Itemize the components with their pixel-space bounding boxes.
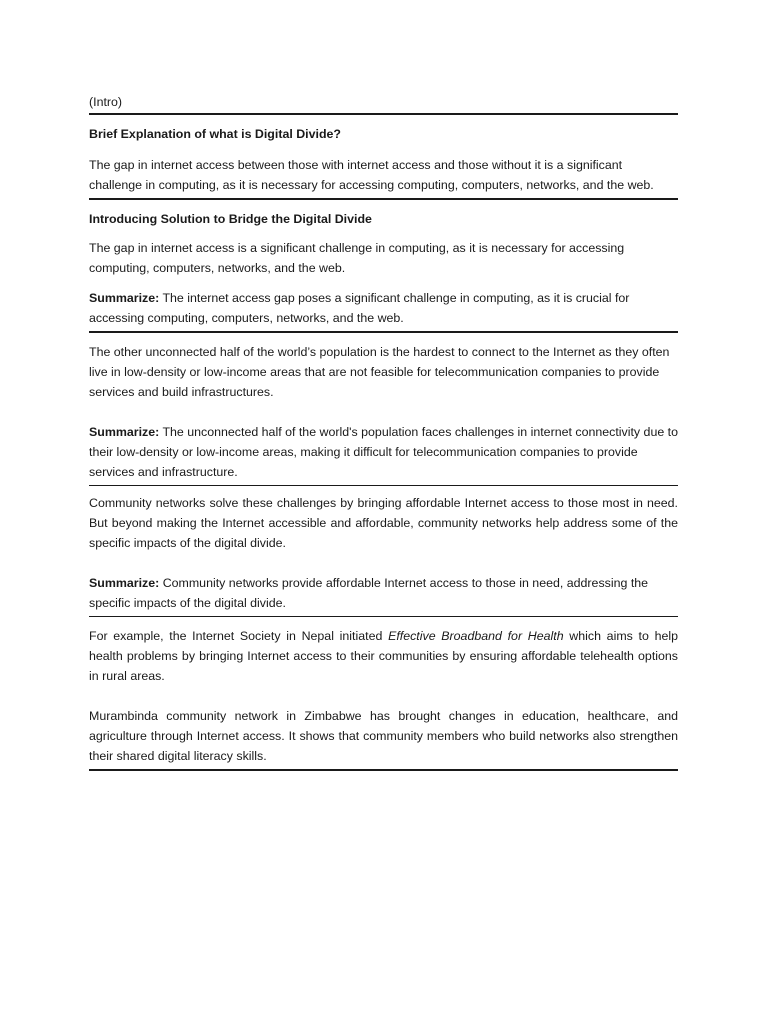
section-unconnected <box>89 333 678 485</box>
summary-text: Community networks provide affordable Internet access to those in need, addressing the specific impacts of the digital divide. <box>89 576 649 610</box>
section-paragraph: The gap in internet access between those with internet access and those without it is a significant challenge in computing, as it is necessary for accessing computing, computers, networks, and the web. <box>89 158 654 192</box>
section-paragraph: The gap in internet access is a significant challenge in computing, as it is necessary for accessing computing, computers, networks, and the web. <box>89 241 625 275</box>
summary-label: Summarize: <box>89 425 160 439</box>
section-digital-divide <box>89 115 678 198</box>
section-paragraph: Community networks solve these challenges by bringing affordable Internet access to those most in need. But beyond making the Internet accessible and affordable, community networks help address some of the specific impacts of the digital divide. <box>89 496 678 550</box>
section-paragraph: For example, the Internet Society in Nepal initiated Effective Broadband for Health which aims to help health problems by bringing Internet access to their communities by ensuring affordable telehealth options in rural areas. <box>89 629 678 683</box>
section-paragraph: Murambinda community network in Zimbabwe has brought changes in education, healthcare, and agriculture through Internet access. It shows that community members who build networks also strengthen their shared digital literacy skills. <box>89 709 678 763</box>
summary-label: Summarize: <box>89 291 160 305</box>
section-community-networks <box>89 486 678 616</box>
summary-paragraph <box>89 573 678 613</box>
section-solution <box>89 200 678 331</box>
summary-text: The unconnected half of the world's population faces challenges in internet connectivity due to their low-density or low-income areas, making it difficult for telecommunication companies to provide services and infrastructure. <box>89 425 678 479</box>
section-examples <box>89 617 678 769</box>
summary-paragraph <box>89 422 678 482</box>
section-heading: Brief Explanation of what is Digital Divide? <box>89 127 341 141</box>
summary-label: Summarize: <box>89 576 160 590</box>
program-name: Effective Broadband for Health <box>388 629 564 643</box>
section-heading: Introducing Solution to Bridge the Digital Divide <box>89 212 372 226</box>
intro-label: (Intro) <box>89 95 123 109</box>
summary-text: The internet access gap poses a significant challenge in computing, as it is crucial for accessing computing, computers, networks, and the web. <box>89 291 630 325</box>
document-page <box>89 92 678 771</box>
section-paragraph: The other unconnected half of the world’s population is the hardest to connect to the Internet as they often live in low-density or low-income areas that are not feasible for telecommunication companies to provide services and build infrastructures. <box>89 345 670 399</box>
section-divider <box>89 769 678 771</box>
summary-paragraph <box>89 288 678 328</box>
